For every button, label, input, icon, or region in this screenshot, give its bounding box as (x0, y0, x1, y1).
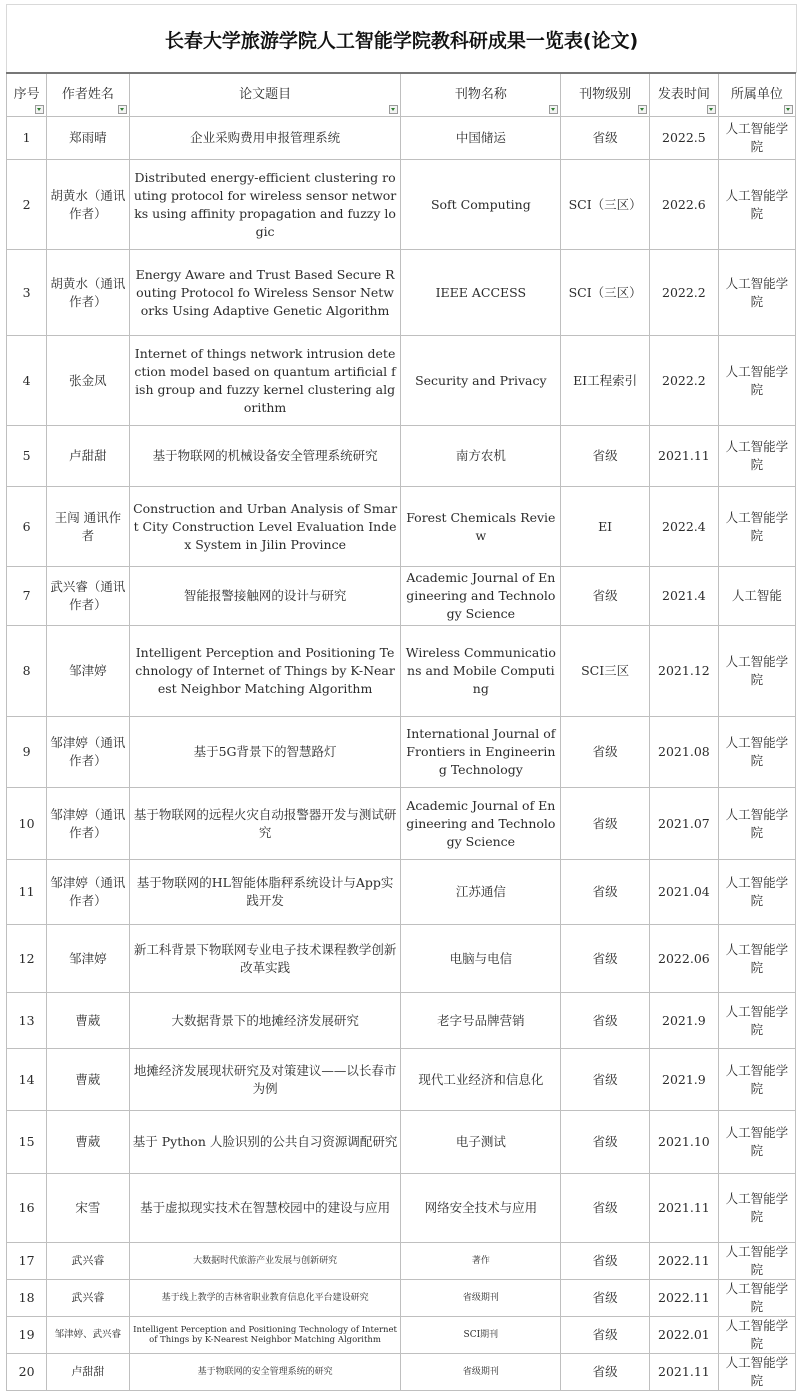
cell-level[interactable]: SCI三区 (561, 626, 650, 717)
table-row (7, 1243, 796, 1280)
table-row (7, 1317, 796, 1354)
cell-level[interactable]: 省级 (561, 117, 650, 160)
cell-title[interactable]: Intelligent Perception and Positioning Technology of Internet of Things by K-Nearest Neighbor Matching Algorithm (129, 626, 401, 717)
table-row (7, 1049, 796, 1111)
cell-unit[interactable]: 人工智能学院 (718, 1317, 795, 1354)
cell-no[interactable]: 3 (7, 250, 47, 336)
cell-no[interactable]: 14 (7, 1049, 47, 1111)
cell-date[interactable]: 2022.5 (650, 117, 719, 160)
cell-date[interactable]: 2021.9 (650, 993, 719, 1049)
cell-level[interactable]: SCI（三区） (561, 250, 650, 336)
header-no-label: 序号 (13, 87, 40, 102)
cell-no[interactable]: 19 (7, 1317, 47, 1354)
cell-date[interactable]: 2021.11 (650, 426, 719, 487)
table-row (7, 426, 796, 487)
cell-unit[interactable]: 人工智能学院 (718, 1111, 795, 1174)
cell-journal[interactable]: International Journal of Frontiers in Engineering Technology (401, 717, 561, 788)
cell-level[interactable]: 省级 (561, 1280, 650, 1317)
cell-unit[interactable]: 人工智能学院 (718, 336, 795, 426)
table-row (7, 860, 796, 925)
cell-title[interactable]: Construction and Urban Analysis of Smart City Construction Level Evaluation Index System in Jilin Province (129, 487, 401, 567)
cell-no[interactable]: 15 (7, 1111, 47, 1174)
papers-table (6, 72, 796, 1391)
cell-unit[interactable]: 人工智能学院 (718, 626, 795, 717)
cell-journal[interactable]: 南方农机 (401, 426, 561, 487)
cell-title[interactable]: Internet of things network intrusion detection model based on quantum artificial fish group and fuzzy kernel clustering algorithm (129, 336, 401, 426)
cell-unit[interactable]: 人工智能学院 (718, 426, 795, 487)
table-row (7, 626, 796, 717)
header-unit-label: 所属单位 (730, 87, 783, 102)
cell-date[interactable]: 2021.11 (650, 1174, 719, 1243)
cell-no[interactable]: 6 (7, 487, 47, 567)
cell-level[interactable]: EI (561, 487, 650, 567)
cell-unit[interactable]: 人工智能学院 (718, 788, 795, 860)
cell-unit[interactable]: 人工智能学院 (718, 160, 795, 250)
cell-author[interactable]: 张金凤 (47, 336, 129, 426)
cell-date[interactable]: 2021.11 (650, 1354, 719, 1391)
cell-date[interactable]: 2022.11 (650, 1243, 719, 1280)
cell-unit[interactable]: 人工智能学院 (718, 117, 795, 160)
cell-level[interactable]: 省级 (561, 1317, 650, 1354)
cell-date[interactable]: 2021.12 (650, 626, 719, 717)
cell-title[interactable]: 基于5G背景下的智慧路灯 (129, 717, 401, 788)
cell-title[interactable]: 基于虚拟现实技术在智慧校园中的建设与应用 (129, 1174, 401, 1243)
cell-no[interactable]: 9 (7, 717, 47, 788)
cell-level[interactable]: 省级 (561, 1243, 650, 1280)
cell-journal[interactable]: 电脑与电信 (401, 925, 561, 993)
cell-no[interactable]: 7 (7, 567, 47, 626)
cell-title[interactable]: 智能报警接触网的设计与研究 (129, 567, 401, 626)
cell-title[interactable]: 基于物联网的机械设备安全管理系统研究 (129, 426, 401, 487)
cell-level[interactable]: 省级 (561, 1354, 650, 1391)
cell-level[interactable]: 省级 (561, 1049, 650, 1111)
cell-author[interactable]: 卢甜甜 (47, 426, 129, 487)
cell-date[interactable]: 2021.07 (650, 788, 719, 860)
cell-no[interactable]: 4 (7, 336, 47, 426)
cell-unit[interactable]: 人工智能学院 (718, 717, 795, 788)
cell-no[interactable]: 2 (7, 160, 47, 250)
filter-dropdown-icon[interactable] (707, 105, 716, 114)
cell-author[interactable]: 邹津婷（通讯作者） (47, 717, 129, 788)
cell-author[interactable]: 武兴睿（通讯作者） (47, 567, 129, 626)
table-row (7, 925, 796, 993)
cell-title[interactable]: 大数据背景下的地摊经济发展研究 (129, 993, 401, 1049)
cell-date[interactable]: 2021.08 (650, 717, 719, 788)
cell-no[interactable]: 17 (7, 1243, 47, 1280)
table-row (7, 160, 796, 250)
cell-date[interactable]: 2022.4 (650, 487, 719, 567)
table-row (7, 1174, 796, 1243)
cell-journal[interactable]: Wireless Communications and Mobile Computing (401, 626, 561, 717)
cell-author[interactable]: 卢甜甜 (47, 1354, 129, 1391)
table-row (7, 487, 796, 567)
table-row (7, 567, 796, 626)
cell-title[interactable]: 基于物联网的安全管理系统的研究 (129, 1354, 401, 1391)
cell-author[interactable]: 曹葳 (47, 1049, 129, 1111)
cell-date[interactable]: 2021.10 (650, 1111, 719, 1174)
cell-date[interactable]: 2022.2 (650, 336, 719, 426)
cell-no[interactable]: 12 (7, 925, 47, 993)
filter-dropdown-icon[interactable] (389, 105, 398, 114)
cell-no[interactable]: 10 (7, 788, 47, 860)
table-body (7, 117, 796, 1391)
cell-date[interactable]: 2021.4 (650, 567, 719, 626)
cell-no[interactable]: 18 (7, 1280, 47, 1317)
cell-journal[interactable]: Forest Chemicals Review (401, 487, 561, 567)
cell-title[interactable]: 基于物联网的HL智能体脂秤系统设计与App实践开发 (129, 860, 401, 925)
cell-date[interactable]: 2021.04 (650, 860, 719, 925)
cell-author[interactable]: 邹津婷 (47, 626, 129, 717)
cell-journal[interactable]: Security and Privacy (401, 336, 561, 426)
cell-no[interactable]: 13 (7, 993, 47, 1049)
cell-unit[interactable]: 人工智能学院 (718, 1243, 795, 1280)
cell-unit[interactable]: 人工智能 (718, 567, 795, 626)
cell-journal[interactable]: SCI期刊 (401, 1317, 561, 1354)
header-level-label: 刊物级别 (579, 87, 632, 102)
header-date (650, 73, 719, 117)
cell-level[interactable]: 省级 (561, 1111, 650, 1174)
cell-journal[interactable]: 省级期刊 (401, 1354, 561, 1391)
cell-unit[interactable]: 人工智能学院 (718, 250, 795, 336)
cell-level[interactable]: 省级 (561, 426, 650, 487)
header-title (129, 73, 401, 117)
cell-journal[interactable]: 中国储运 (401, 117, 561, 160)
cell-no[interactable]: 20 (7, 1354, 47, 1391)
cell-author[interactable]: 武兴睿 (47, 1243, 129, 1280)
cell-unit[interactable]: 人工智能学院 (718, 1049, 795, 1111)
cell-level[interactable]: EI工程索引 (561, 336, 650, 426)
filter-dropdown-icon[interactable] (35, 105, 44, 114)
cell-author[interactable]: 邹津婷、武兴睿 (47, 1317, 129, 1354)
table-row (7, 336, 796, 426)
cell-journal[interactable]: 省级期刊 (401, 1280, 561, 1317)
header-journal (401, 73, 561, 117)
cell-unit[interactable]: 人工智能学院 (718, 925, 795, 993)
cell-author[interactable]: 武兴睿 (47, 1280, 129, 1317)
table-row (7, 250, 796, 336)
filter-dropdown-icon[interactable] (118, 105, 127, 114)
cell-level[interactable]: SCI（三区） (561, 160, 650, 250)
cell-level[interactable]: 省级 (561, 717, 650, 788)
cell-level[interactable]: 省级 (561, 993, 650, 1049)
cell-title[interactable]: Distributed energy-efficient clustering routing protocol for wireless sensor networks using affinity propagation and fuzzy logic (129, 160, 401, 250)
cell-unit[interactable]: 人工智能学院 (718, 993, 795, 1049)
filter-dropdown-icon[interactable] (549, 105, 558, 114)
cell-no[interactable]: 8 (7, 626, 47, 717)
cell-title[interactable]: 基于 Python 人脸识别的公共自习资源调配研究 (129, 1111, 401, 1174)
cell-unit[interactable]: 人工智能学院 (718, 1354, 795, 1391)
cell-title[interactable]: 企业采购费用申报管理系统 (129, 117, 401, 160)
filter-dropdown-icon[interactable] (638, 105, 647, 114)
cell-author[interactable]: 胡黄水（通讯作者） (47, 160, 129, 250)
cell-no[interactable]: 11 (7, 860, 47, 925)
cell-journal[interactable]: 网络安全技术与应用 (401, 1174, 561, 1243)
cell-no[interactable]: 5 (7, 426, 47, 487)
cell-date[interactable]: 2021.9 (650, 1049, 719, 1111)
table-row (7, 993, 796, 1049)
cell-journal[interactable]: IEEE ACCESS (401, 250, 561, 336)
cell-author[interactable]: 曹葳 (47, 1111, 129, 1174)
cell-journal[interactable]: Soft Computing (401, 160, 561, 250)
cell-title[interactable]: 大数据时代旅游产业发展与创新研究 (129, 1243, 401, 1280)
cell-author[interactable]: 宋雪 (47, 1174, 129, 1243)
cell-journal[interactable]: 电子测试 (401, 1111, 561, 1174)
table-row (7, 788, 796, 860)
cell-date[interactable]: 2022.2 (650, 250, 719, 336)
cell-journal[interactable]: Academic Journal of Engineering and Technology Science (401, 788, 561, 860)
cell-date[interactable]: 2022.01 (650, 1317, 719, 1354)
cell-journal[interactable]: 著作 (401, 1243, 561, 1280)
cell-no[interactable]: 16 (7, 1174, 47, 1243)
cell-unit[interactable]: 人工智能学院 (718, 860, 795, 925)
cell-title[interactable]: 基于线上教学的吉林省职业教育信息化平台建设研究 (129, 1280, 401, 1317)
cell-unit[interactable]: 人工智能学院 (718, 1174, 795, 1243)
header-title-label: 论文题目 (239, 87, 292, 102)
cell-title[interactable]: 地摊经济发展现状研究及对策建议——以长春市为例 (129, 1049, 401, 1111)
cell-unit[interactable]: 人工智能学院 (718, 487, 795, 567)
header-author-label: 作者姓名 (61, 87, 114, 102)
cell-unit[interactable]: 人工智能学院 (718, 1280, 795, 1317)
cell-author[interactable]: 曹葳 (47, 993, 129, 1049)
header-journal-label: 刊物名称 (454, 87, 507, 102)
cell-level[interactable]: 省级 (561, 567, 650, 626)
cell-journal[interactable]: 现代工业经济和信息化 (401, 1049, 561, 1111)
cell-title[interactable]: 基于物联网的远程火灾自动报警器开发与测试研究 (129, 788, 401, 860)
table-row (7, 1111, 796, 1174)
header-row (7, 73, 796, 117)
filter-dropdown-icon[interactable] (784, 105, 793, 114)
table-row (7, 117, 796, 160)
header-date-label: 发表时间 (657, 87, 710, 102)
header-no (7, 73, 47, 117)
sheet-title: 长春大学旅游学院人工智能学院教科研成果一览表(论文) (6, 4, 797, 73)
cell-author[interactable]: 郑雨晴 (47, 117, 129, 160)
cell-title[interactable]: Intelligent Perception and Positioning Technology of Internet of Things by K-Nearest Neighbor Matching Algorithm (129, 1317, 401, 1354)
cell-level[interactable]: 省级 (561, 925, 650, 993)
table-row (7, 1280, 796, 1317)
cell-author[interactable]: 王闯 通讯作者 (47, 487, 129, 567)
cell-author[interactable]: 邹津婷 (47, 925, 129, 993)
header-unit (718, 73, 795, 117)
table-row (7, 1354, 796, 1391)
cell-date[interactable]: 2022.11 (650, 1280, 719, 1317)
cell-level[interactable]: 省级 (561, 1174, 650, 1243)
cell-title[interactable]: Energy Aware and Trust Based Secure Routing Protocol fo Wireless Sensor Networks Using Adaptive Genetic Algorithm (129, 250, 401, 336)
header-level (561, 73, 650, 117)
cell-level[interactable]: 省级 (561, 788, 650, 860)
cell-date[interactable]: 2022.06 (650, 925, 719, 993)
cell-author[interactable]: 邹津婷（通讯作者） (47, 788, 129, 860)
cell-journal[interactable]: 老字号品牌营销 (401, 993, 561, 1049)
cell-author[interactable]: 邹津婷（通讯作者） (47, 860, 129, 925)
cell-no[interactable]: 1 (7, 117, 47, 160)
cell-date[interactable]: 2022.6 (650, 160, 719, 250)
header-author (47, 73, 129, 117)
cell-journal[interactable]: Academic Journal of Engineering and Technology Science (401, 567, 561, 626)
cell-level[interactable]: 省级 (561, 860, 650, 925)
cell-journal[interactable]: 江苏通信 (401, 860, 561, 925)
cell-title[interactable]: 新工科背景下物联网专业电子技术课程教学创新改革实践 (129, 925, 401, 993)
cell-author[interactable]: 胡黄水（通讯作者） (47, 250, 129, 336)
table-row (7, 717, 796, 788)
